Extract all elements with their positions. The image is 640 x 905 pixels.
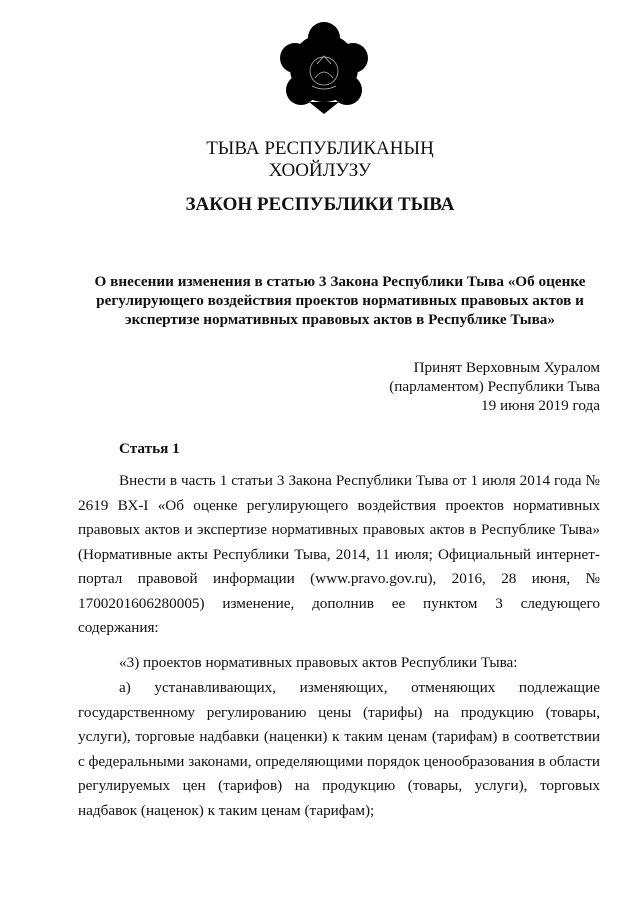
item-a-marker: а) <box>119 679 131 696</box>
subject-line-3: экспертизе нормативных правовых актов в Республике Тыва» <box>125 311 555 328</box>
item-a-first-line <box>78 676 600 701</box>
item-a-word: устанавливающих, <box>154 679 277 696</box>
item-a-word: отменяющих <box>411 679 496 696</box>
document-title: ЗАКОН РЕСПУБЛИКИ ТЫВА <box>185 194 455 215</box>
item-a-word: изменяющих, <box>299 679 388 696</box>
adoption-line-2: (парламентом) Республики Тыва <box>389 378 600 395</box>
adoption-date: 19 июня 2019 года <box>480 397 600 414</box>
article-paragraph-1: Внести в часть 1 статьи 3 Закона Республики Тыва от 1 июля 2014 года № 2619 ВХ-I «Об оценке регулирующего воздействия проектов нормативных правовых актов и экспертизе нормативных правовых актов в Республике Тыва» (Нормативные акты Республики Тыва, 2014, 11 июля; Официальный интернет-портал правовой информации (www.pravo.gov.ru), 2016, 28 июня, № 1700201606280005) изменение, дополнив ее пунктом 3 следующего содержания: <box>78 472 600 636</box>
subject-line-1: О внесении изменения в статью 3 Закона Республики Тыва «Об оценке <box>94 273 586 290</box>
article-item-a <box>78 676 600 823</box>
parliament-name-line-2: ХООЙЛУЗУ <box>268 160 372 181</box>
parliament-name-line-1: ТЫВА РЕСПУБЛИКАНЫҢ <box>206 138 434 159</box>
parliament-name-block <box>0 138 640 182</box>
adoption-note <box>389 358 600 415</box>
article-paragraph-2: «3) проектов нормативных правовых актов Республики Тыва: <box>119 654 518 671</box>
item-a-word: подлежащие <box>518 679 600 696</box>
law-subject-heading <box>78 272 602 329</box>
subject-line-2: регулирующего воздействия проектов нормативных правовых актов и <box>96 292 584 309</box>
coat-of-arms-emblem-icon <box>279 16 369 116</box>
item-a-continuation: государственному регулированию цены (тарифы) на продукцию (товары, услуги), торговые надбавки (наценки) к таким ценам (тарифам) в соответствии с федеральными законами, определяющими порядок ценообразования в области регулируемых цен (тарифов) на продукцию (товары, услуги), торговых надбавок (наценок) к таким ценам (тарифам); <box>78 703 600 819</box>
article-heading: Статья 1 <box>119 440 180 457</box>
adoption-line-1: Принят Верховным Хуралом <box>413 359 600 376</box>
